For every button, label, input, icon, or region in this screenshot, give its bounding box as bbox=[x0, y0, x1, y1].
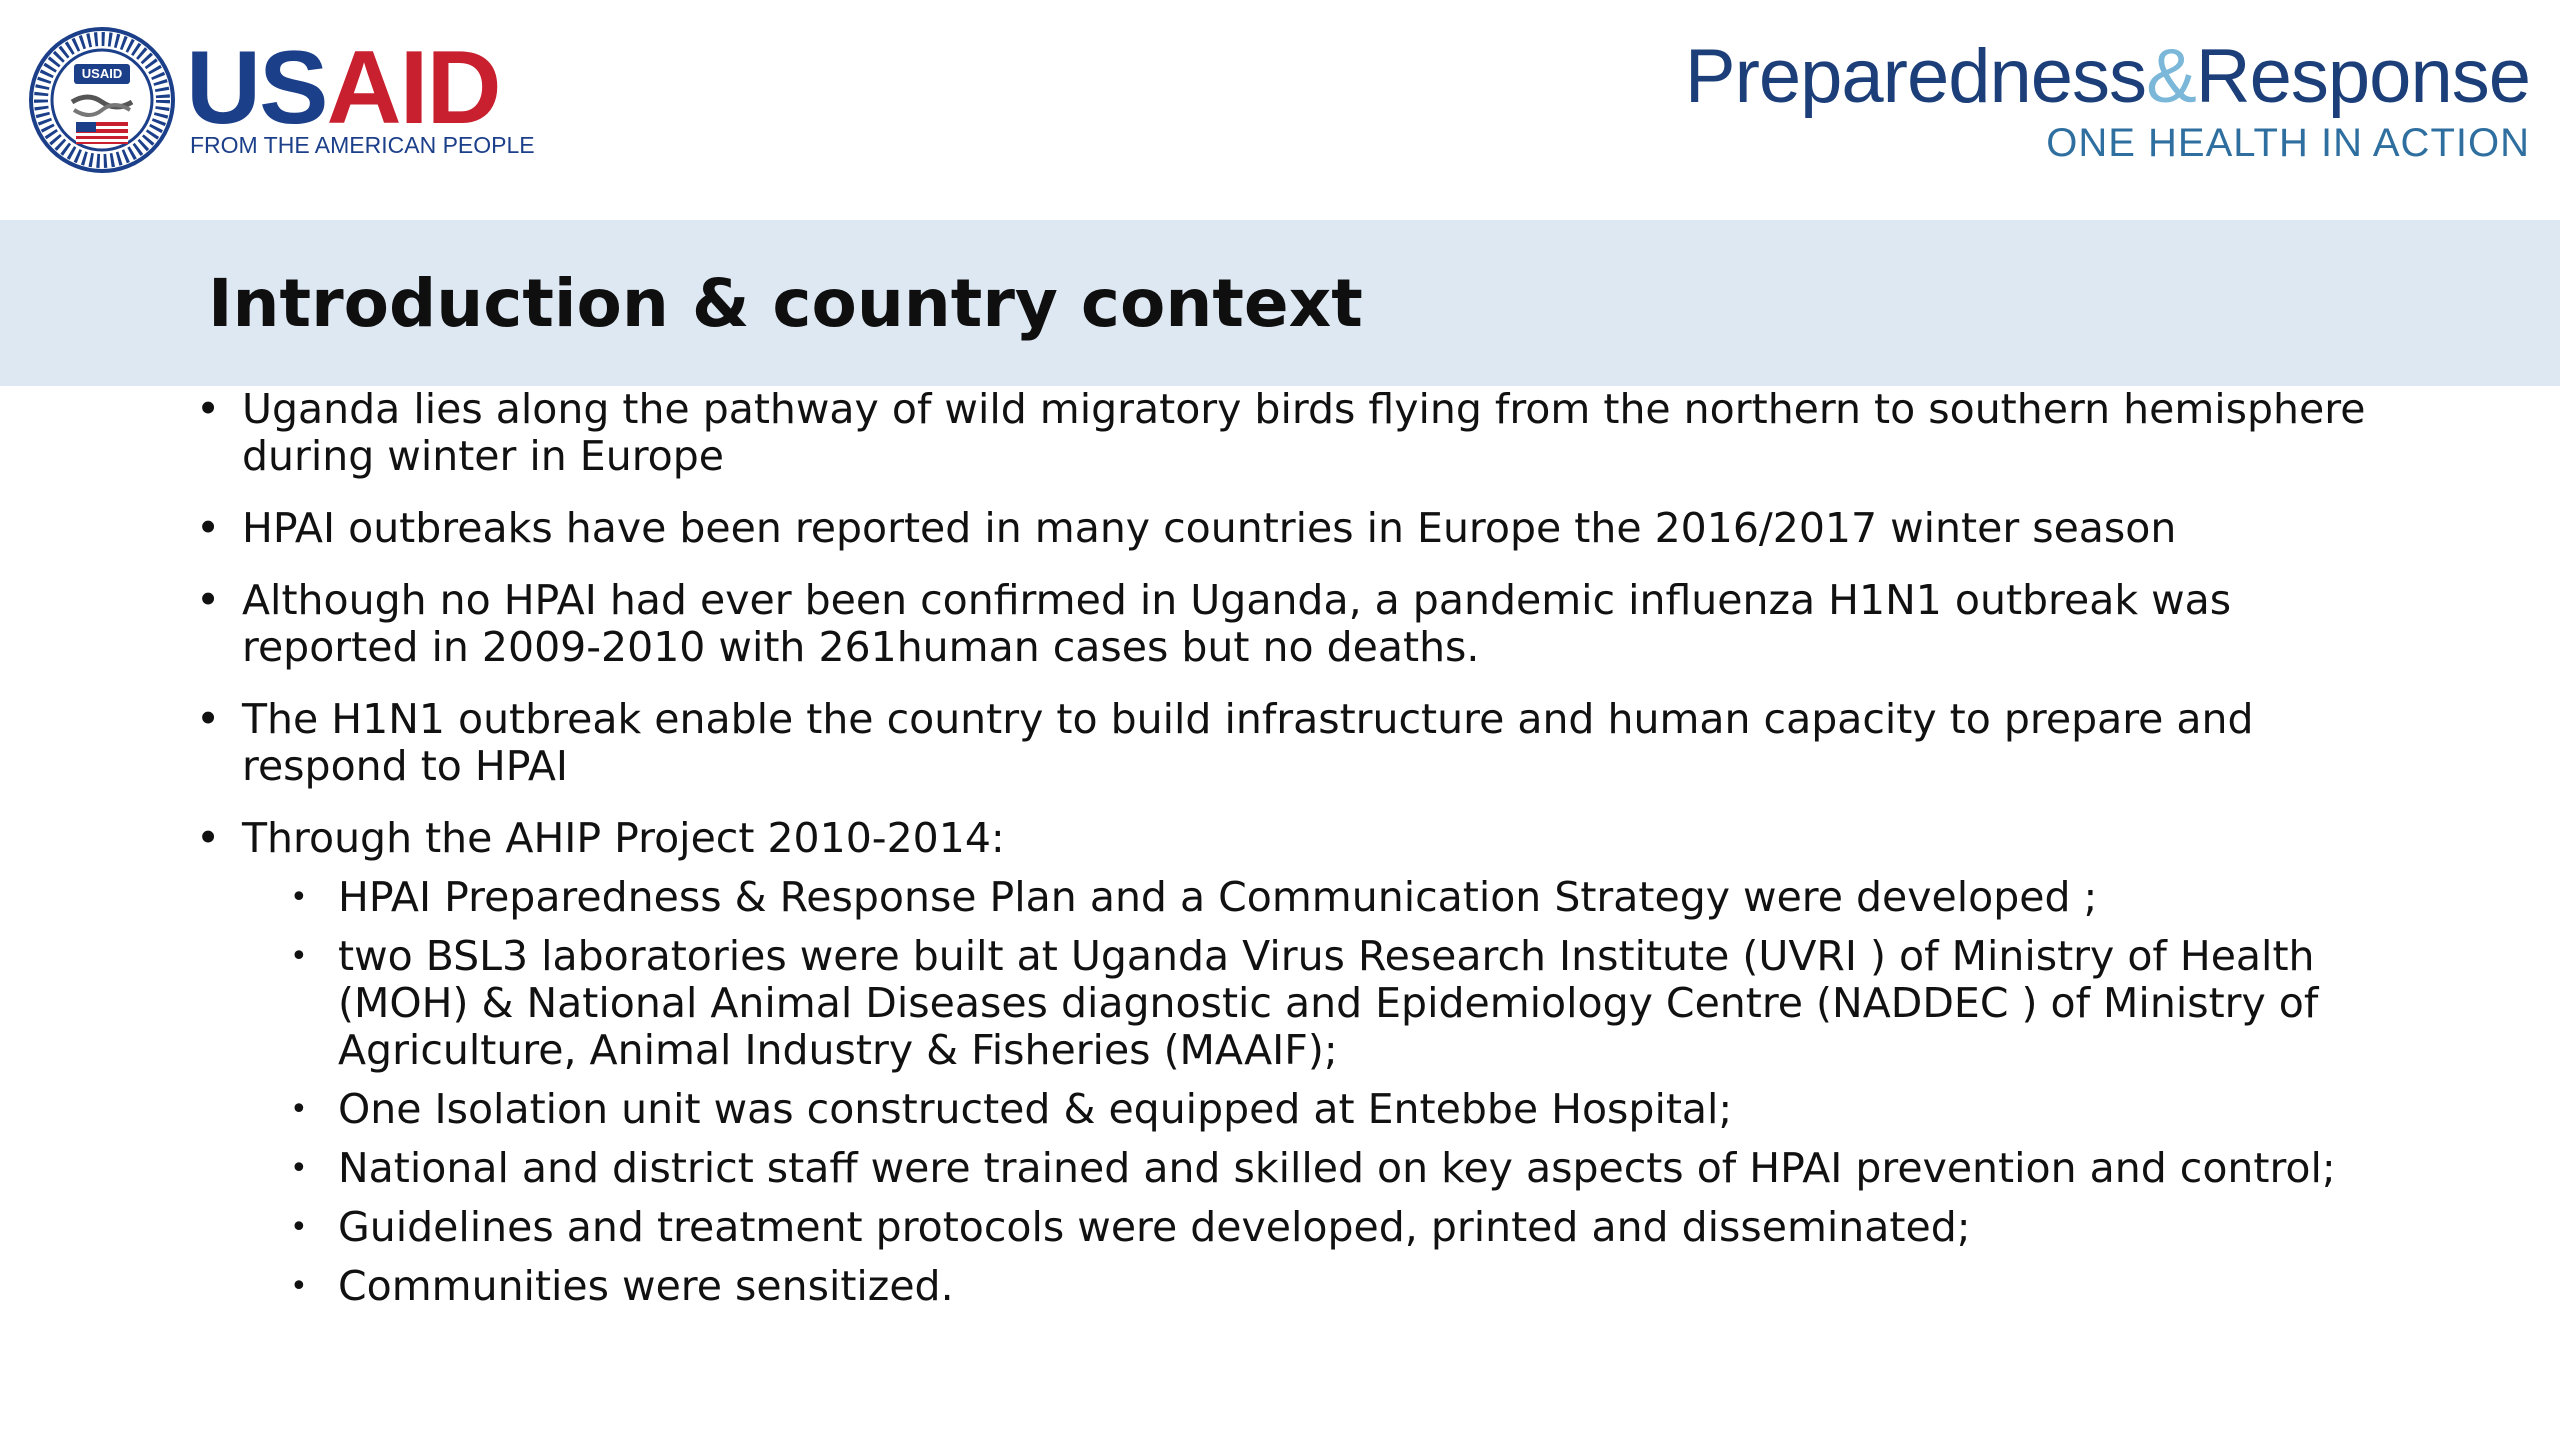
bullet-list bbox=[190, 386, 2380, 1310]
bullet-text: Uganda lies along the pathway of wild migratory birds flying from the northern to southern hemisphere during winter in Europe bbox=[242, 385, 2366, 480]
sub-bullet-item bbox=[190, 1204, 2380, 1251]
sub-bullet-text: two BSL3 laboratories were built at Uganda Virus Research Institute (UVRI ) of Ministry of Health (MOH) & National Animal Diseases diagnostic and Epidemiology Centre (NADDEC ) of Ministry of Agriculture, Animal Industry & Fisheries (MAAIF); bbox=[338, 932, 2319, 1074]
program-title bbox=[1685, 34, 2530, 120]
program-title-part1: Preparedness bbox=[1684, 34, 2147, 119]
usaid-tagline: FROM THE AMERICAN PEOPLE bbox=[190, 132, 535, 158]
usaid-seal-label: USAID bbox=[81, 66, 123, 81]
slide-content bbox=[190, 386, 2380, 1310]
sub-bullet-icon: • bbox=[290, 939, 308, 974]
bullet-icon: • bbox=[196, 695, 221, 743]
title-band bbox=[0, 220, 2560, 386]
sub-bullet-text: One Isolation unit was constructed & equipped at Entebbe Hospital; bbox=[338, 1085, 1733, 1133]
sub-bullet-icon: • bbox=[290, 1269, 308, 1304]
usaid-seal-icon bbox=[28, 26, 176, 174]
sub-bullet-item bbox=[190, 933, 2380, 1074]
usaid-wordmark-aid: AID bbox=[326, 30, 500, 146]
program-title-part2: Response bbox=[2195, 34, 2530, 119]
bullet-text: Although no HPAI had ever been confirmed in Uganda, a pandemic influenza H1N1 outbreak was reported in 2009-2010 with 261human cases but no deaths. bbox=[242, 576, 2232, 671]
usaid-wordmark bbox=[186, 30, 500, 146]
bullet-icon: • bbox=[196, 576, 221, 624]
program-title-amp: & bbox=[2146, 34, 2196, 119]
sub-bullet-icon: • bbox=[290, 1092, 308, 1127]
sub-bullet-text: Communities were sensitized. bbox=[338, 1262, 954, 1310]
bullet-item bbox=[190, 577, 2380, 671]
bullet-icon: • bbox=[196, 385, 221, 433]
bullet-text: Through the AHIP Project 2010-2014: bbox=[242, 814, 1005, 862]
bullet-text: HPAI outbreaks have been reported in many countries in Europe the 2016/2017 winter season bbox=[242, 504, 2177, 552]
sub-bullet-item bbox=[190, 1263, 2380, 1310]
usaid-logo bbox=[28, 26, 548, 176]
bullet-item bbox=[190, 815, 2380, 1310]
sub-bullet-text: National and district staff were trained and skilled on key aspects of HPAI prevention and control; bbox=[338, 1144, 2336, 1192]
sub-bullet-item bbox=[190, 874, 2380, 921]
slide-title: Introduction & country context bbox=[208, 265, 1363, 342]
bullet-icon: • bbox=[196, 814, 221, 862]
bullet-item bbox=[190, 505, 2380, 552]
sub-bullet-list bbox=[242, 874, 2380, 1310]
program-subtitle: ONE HEALTH IN ACTION bbox=[2046, 121, 2530, 165]
sub-bullet-item bbox=[190, 1086, 2380, 1133]
bullet-item bbox=[190, 386, 2380, 480]
sub-bullet-icon: • bbox=[290, 1151, 308, 1186]
sub-bullet-text: Guidelines and treatment protocols were developed, printed and disseminated; bbox=[338, 1203, 1971, 1251]
preparedness-response-logo bbox=[1685, 34, 2530, 166]
bullet-text: The H1N1 outbreak enable the country to build infrastructure and human capacity to prepare and respond to HPAI bbox=[242, 695, 2254, 790]
sub-bullet-icon: • bbox=[290, 880, 308, 915]
bullet-icon: • bbox=[196, 504, 221, 552]
usaid-wordmark-us: US bbox=[186, 30, 327, 146]
sub-bullet-text: HPAI Preparedness & Response Plan and a Communication Strategy were developed ; bbox=[338, 873, 2098, 921]
sub-bullet-item bbox=[190, 1145, 2380, 1192]
sub-bullet-icon: • bbox=[290, 1210, 308, 1245]
bullet-item bbox=[190, 696, 2380, 790]
